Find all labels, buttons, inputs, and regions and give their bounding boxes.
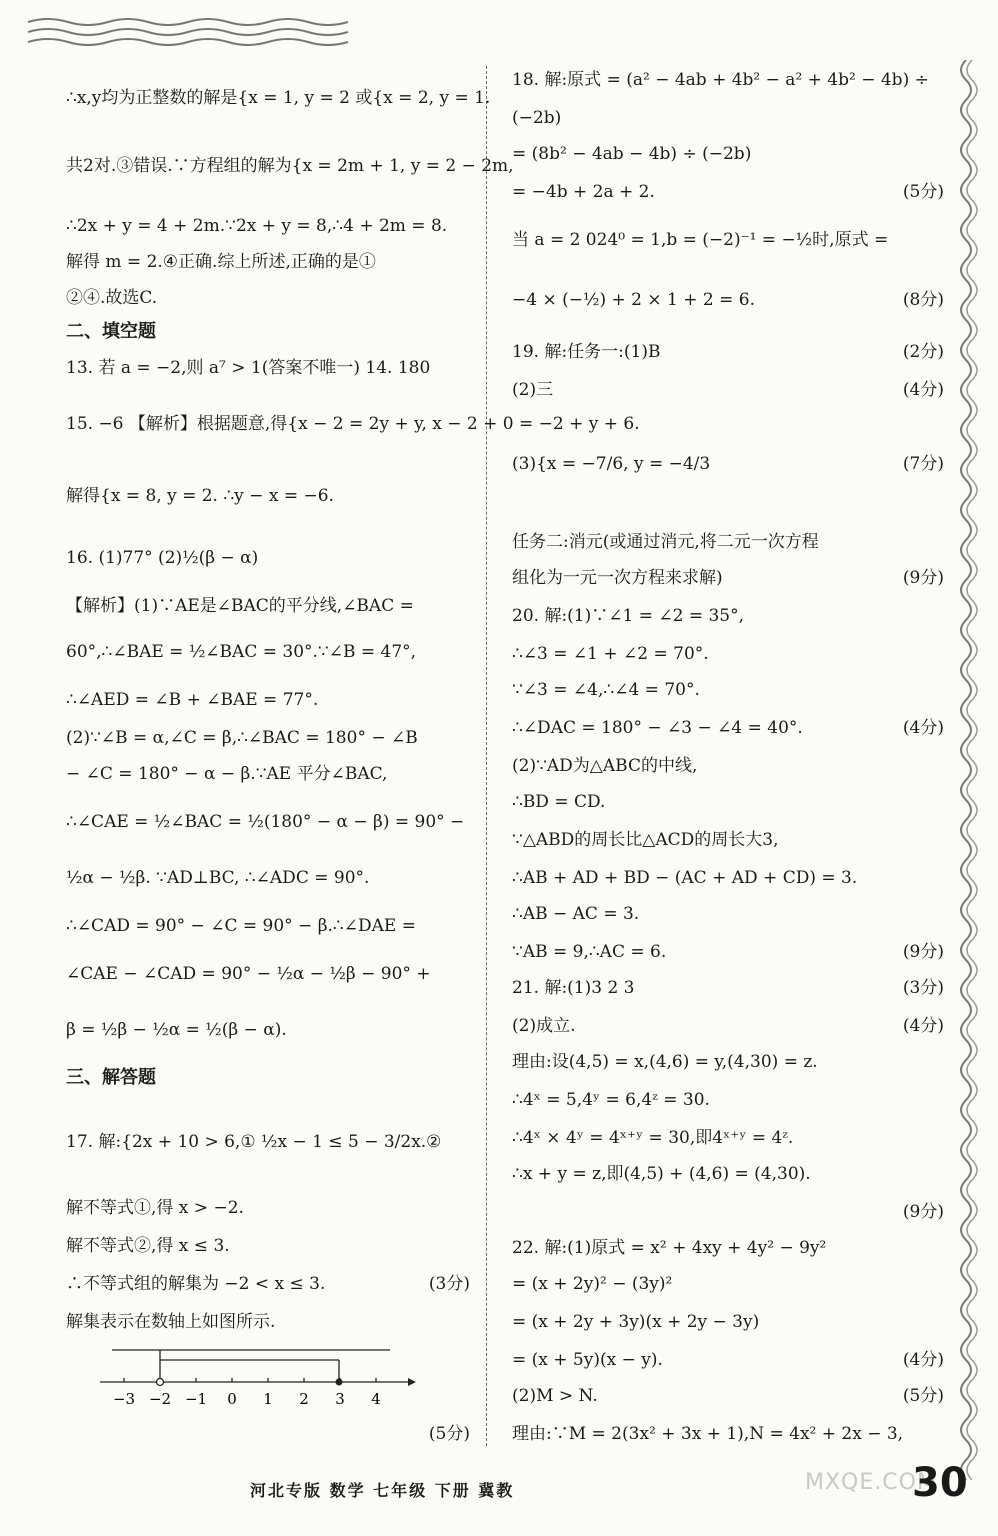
line-text: ∵∠3 = ∠4,∴∠4 = 70°.	[512, 680, 700, 700]
line-text: ∵AB = 9,∴AC = 6.	[512, 942, 667, 962]
line-text: ∴AB + AD + BD − (AC + AD + CD) = 3.	[512, 868, 858, 888]
line-text: − ∠C = 180° − α − β.∵AE 平分∠BAC,	[66, 764, 388, 784]
left-line	[66, 1012, 470, 1048]
header-wave-decoration	[28, 14, 368, 50]
left-line	[66, 244, 470, 280]
line-text: ∴4ˣ × 4ʸ = 4ˣ⁺ʸ = 30,即4ˣ⁺ʸ = 4ᶻ.	[512, 1128, 794, 1148]
line-text: 18. 解:原式 = (a² − 4ab + 4b² − a² + 4b² − 4b) ÷	[512, 70, 929, 90]
left-line	[66, 804, 470, 840]
right-line	[512, 1230, 944, 1266]
tick-label: −3	[112, 1390, 136, 1408]
line-text: 16. (1)77° (2)½(β − α)	[66, 548, 259, 568]
left-line	[66, 1124, 470, 1160]
line-text: 15. −6 【解析】根据题意,得{x − 2 = 2y + y, x − 2 + 0 = −2 + y + 6.	[66, 414, 640, 434]
score-label: (9分)	[902, 568, 944, 588]
closed-dot-3	[336, 1379, 343, 1386]
score-label: (2分)	[902, 342, 944, 362]
left-line	[66, 1416, 470, 1452]
line-text: ∠CAE − ∠CAD = 90° − ½α − ½β − 90° +	[66, 964, 431, 984]
right-line	[512, 970, 944, 1006]
left-line	[66, 1060, 470, 1096]
line-text: 60°,∴∠BAE = ½∠BAC = 30°.∵∠B = 47°,	[66, 642, 417, 662]
line-text: 解不等式②,得 x ≤ 3.	[66, 1236, 230, 1256]
left-line	[66, 80, 491, 116]
right-line	[512, 822, 944, 858]
score-label: (4分)	[902, 1350, 944, 1370]
line-text: −4 × (−½) + 2 × 1 + 2 = 6.	[512, 290, 755, 310]
line-text: = (x + 2y + 3y)(x + 2y − 3y)	[512, 1312, 760, 1332]
right-line	[512, 1194, 944, 1230]
column-divider	[486, 66, 487, 1446]
right-line	[512, 636, 944, 672]
score-label: (9分)	[902, 942, 944, 962]
number-line-figure	[100, 1340, 420, 1420]
right-line	[512, 100, 944, 136]
left-line	[66, 280, 470, 316]
score-label: (9分)	[902, 1202, 944, 1222]
left-line	[66, 860, 470, 896]
line-text: 解不等式①,得 x > −2.	[66, 1198, 244, 1218]
line-text: ②④.故选C.	[66, 288, 158, 308]
page-number: 30	[912, 1460, 968, 1506]
right-line	[512, 334, 944, 370]
tick-label: 0	[227, 1390, 237, 1408]
right-line	[512, 748, 944, 784]
line-text: 解得{x = 8, y = 2. ∴y − x = −6.	[66, 486, 334, 506]
line-text: 组化为一元一次方程来求解)	[512, 568, 723, 588]
right-line	[512, 1342, 944, 1378]
line-text: 20. 解:(1)∵∠1 = ∠2 = 35°,	[512, 606, 745, 626]
left-line	[66, 1266, 470, 1302]
score-label: (3分)	[428, 1274, 470, 1294]
number-line-arrow	[408, 1378, 416, 1386]
line-text: = −4b + 2a + 2.	[512, 182, 655, 202]
line-text: ½α − ½β. ∵AD⊥BC, ∴∠ADC = 90°.	[66, 868, 370, 888]
line-text: ∴4ˣ = 5,4ʸ = 6,4ᶻ = 30.	[512, 1090, 710, 1110]
line-text: ∴x + y = z,即(4,5) + (4,6) = (4,30).	[512, 1164, 811, 1184]
tick-label: 2	[299, 1390, 309, 1408]
left-line	[66, 540, 470, 576]
right-line	[512, 860, 944, 896]
right-line	[512, 372, 944, 408]
left-line	[66, 588, 470, 624]
right-line	[512, 1266, 944, 1302]
left-line	[66, 908, 470, 944]
line-text: (2)∵AD为△ABC的中线,	[512, 756, 698, 776]
left-line	[66, 956, 470, 992]
left-line	[66, 314, 470, 350]
watermark: MXQE.COM	[805, 1470, 937, 1495]
right-line	[512, 1120, 944, 1156]
left-line	[66, 478, 470, 514]
right-line	[512, 784, 944, 820]
line-text: ∴不等式组的解集为 −2 < x ≤ 3.	[66, 1274, 326, 1294]
line-text: 21. 解:(1)3 2 3	[512, 978, 635, 998]
right-line	[512, 934, 944, 970]
right-line	[512, 1156, 944, 1192]
line-text: = (x + 2y)² − (3y)²	[512, 1274, 673, 1294]
line-text: ∴AB − AC = 3.	[512, 904, 640, 924]
line-text: (−2b)	[512, 108, 562, 128]
right-line	[512, 524, 944, 560]
line-text: (2)M > N.	[512, 1386, 598, 1406]
left-line	[66, 406, 640, 442]
right-line	[512, 62, 944, 98]
section-heading: 二、填空题	[66, 321, 156, 342]
line-text: 19. 解:任务一:(1)B	[512, 342, 661, 362]
score-label: (7分)	[902, 454, 944, 474]
right-line	[512, 598, 944, 634]
right-line	[512, 710, 944, 746]
line-text: 解集表示在数轴上如图所示.	[66, 1312, 276, 1332]
line-text: 理由:∵M = 2(3x² + 3x + 1),N = 4x² + 2x − 3,	[512, 1424, 904, 1444]
left-line	[66, 720, 470, 756]
line-text: 任务二:消元(或通过消元,将二元一次方程	[512, 532, 819, 552]
line-text: ∴∠3 = ∠1 + ∠2 = 70°.	[512, 644, 709, 664]
line-text: (2)成立.	[512, 1016, 576, 1036]
score-label: (4分)	[902, 718, 944, 738]
line-text: 理由:设(4,5) = x,(4,6) = y,(4,30) = z.	[512, 1052, 818, 1072]
line-text: (3){x = −7/6, y = −4/3	[512, 454, 711, 474]
right-line	[512, 446, 944, 482]
line-text: ∵△ABD的周长比△ACD的周长大3,	[512, 830, 779, 850]
right-line	[512, 1082, 944, 1118]
line-text: ∴BD = CD.	[512, 792, 606, 812]
right-line	[512, 1008, 944, 1044]
line-text: 共2对.③错误.∵方程组的解为{x = 2m + 1, y = 2 − 2m,	[66, 156, 514, 176]
line-text: 13. 若 a = −2,则 a⁷ > 1(答案不唯一) 14. 180	[66, 358, 431, 378]
line-text: 当 a = 2 024⁰ = 1,b = (−2)⁻¹ = −½时,原式 =	[512, 230, 889, 250]
right-line	[512, 560, 944, 596]
score-label: (3分)	[902, 978, 944, 998]
tick-label: 4	[371, 1390, 381, 1408]
line-text: = (8b² − 4ab − 4b) ÷ (−2b)	[512, 144, 752, 164]
tick-label: −1	[184, 1390, 208, 1408]
score-label: (5分)	[902, 182, 944, 202]
score-label: (5分)	[902, 1386, 944, 1406]
section-heading: 三、解答题	[66, 1067, 156, 1088]
right-line	[512, 136, 944, 172]
left-line	[66, 350, 470, 386]
line-text: 解得 m = 2.④正确.综上所述,正确的是①	[66, 252, 376, 272]
right-line	[512, 1416, 944, 1452]
right-line	[512, 222, 944, 258]
line-text: 17. 解:{2x + 10 > 6,① ½x − 1 ≤ 5 − 3/2x.②	[66, 1132, 442, 1152]
line-text: ∴∠CAE = ½∠BAC = ½(180° − α − β) = 90° −	[66, 812, 465, 832]
line-text: ∴x,y均为正整数的解是{x = 1, y = 2 或{x = 2, y = 1.	[66, 88, 491, 108]
right-line	[512, 174, 944, 210]
right-line	[512, 1044, 944, 1080]
line-text: ∴∠DAC = 180° − ∠3 − ∠4 = 40°.	[512, 718, 803, 738]
right-wave-border	[952, 60, 982, 1480]
right-line	[512, 282, 944, 318]
line-text: ∴∠AED = ∠B + ∠BAE = 77°.	[66, 690, 319, 710]
right-line	[512, 1378, 944, 1414]
open-dot-minus2	[157, 1379, 164, 1386]
left-line	[66, 1228, 470, 1264]
score-label: (8分)	[902, 290, 944, 310]
right-line	[512, 672, 944, 708]
line-text: (2)∵∠B = α,∠C = β,∴∠BAC = 180° − ∠B	[66, 728, 418, 748]
line-text: ∴2x + y = 4 + 2m.∵2x + y = 8,∴4 + 2m = 8.	[66, 216, 448, 236]
line-text: β = ½β − ½α = ½(β − α).	[66, 1020, 287, 1040]
left-line	[66, 148, 514, 184]
left-line	[66, 756, 470, 792]
left-line	[66, 682, 470, 718]
score-label: (4分)	[902, 380, 944, 400]
left-line	[66, 1304, 470, 1340]
tick-label: 1	[263, 1390, 273, 1408]
score-label: (5分)	[428, 1424, 470, 1444]
line-text: = (x + 5y)(x − y).	[512, 1350, 663, 1370]
right-line	[512, 1304, 944, 1340]
line-text: 22. 解:(1)原式 = x² + 4xy + 4y² − 9y²	[512, 1238, 827, 1258]
score-label: (4分)	[902, 1016, 944, 1036]
left-line	[66, 208, 470, 244]
tick-label: −2	[148, 1390, 172, 1408]
right-line	[512, 896, 944, 932]
line-text: ∴∠CAD = 90° − ∠C = 90° − β.∴∠DAE =	[66, 916, 416, 936]
line-text: 【解析】(1)∵AE是∠BAC的平分线,∠BAC =	[66, 596, 414, 616]
tick-label: 3	[335, 1390, 345, 1408]
line-text: (2)三	[512, 380, 554, 400]
footer-edition: 河北专版 数学 七年级 下册 冀教	[250, 1481, 515, 1500]
left-line	[66, 1190, 470, 1226]
left-line	[66, 634, 470, 670]
